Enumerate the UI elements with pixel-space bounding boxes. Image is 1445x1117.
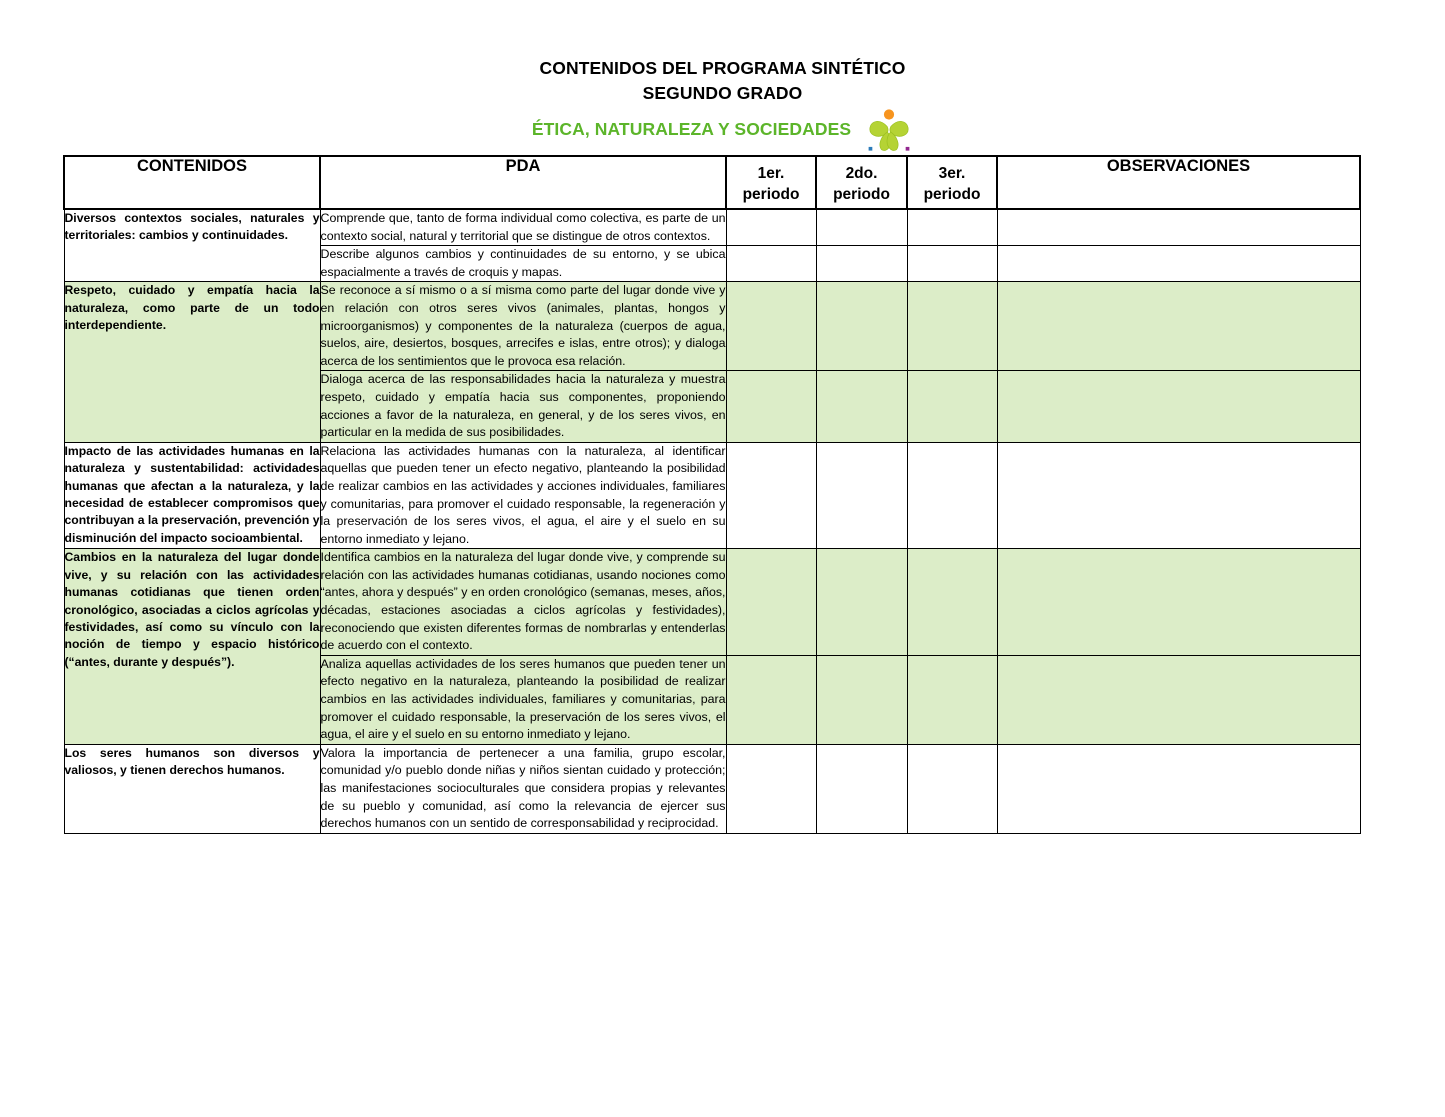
period-2-sublabel: periodo xyxy=(833,186,890,203)
period-2-label: 2do. xyxy=(845,165,878,182)
cell-p2[interactable] xyxy=(816,744,907,833)
cell-p2[interactable] xyxy=(816,371,907,442)
cell-obs[interactable] xyxy=(997,655,1360,744)
cell-obs[interactable] xyxy=(997,744,1360,833)
period-3-sublabel: periodo xyxy=(923,186,981,203)
cell-p1[interactable] xyxy=(726,209,816,246)
cell-obs[interactable] xyxy=(997,442,1360,549)
period-1-sublabel: periodo xyxy=(742,186,800,203)
subject-title: ÉTICA, NATURALEZA Y SOCIEDADES xyxy=(531,118,852,139)
table-header-row xyxy=(64,156,1360,209)
cell-p2[interactable] xyxy=(816,209,907,246)
table-body xyxy=(64,209,1360,833)
cell-p1[interactable] xyxy=(726,744,816,833)
column-header-periodo-2 xyxy=(816,156,907,209)
cell-contenido: Los seres humanos son diversos y valiosos, y tienen derechos humanos. xyxy=(64,744,320,833)
cell-p3[interactable] xyxy=(907,246,997,282)
period-3-label: 3er. xyxy=(938,165,966,182)
cell-p1[interactable] xyxy=(726,655,816,744)
cell-p1[interactable] xyxy=(726,442,816,549)
column-header-pda: PDA xyxy=(320,156,726,209)
cell-contenido: Impacto de las actividades humanas en la naturaleza y sustentabilidad: actividades humanas que afectan a la naturaleza, y la necesidad de establecer compromisos que contribuyan a la preservación, prevención y disminución del impacto socioambiental. xyxy=(64,442,320,549)
subject-row xyxy=(0,106,1445,152)
cell-contenido: Respeto, cuidado y empatía hacia la naturaleza, como parte de un todo interdependiente. xyxy=(64,282,320,442)
cell-pda: Comprende que, tanto de forma individual como colectiva, es parte de un contexto social, natural y territorial que se distingue de otros contextos. xyxy=(320,209,726,246)
cell-p3[interactable] xyxy=(907,371,997,442)
cell-p3[interactable] xyxy=(907,442,997,549)
cell-contenido: Cambios en la naturaleza del lugar donde vive, y su relación con las actividades humanas cotidianas que tienen orden cronológico, asociadas a ciclos agrícolas y festividades, así como su vínculo con la noción de tiempo y espacio histórico (“antes, durante y después”). xyxy=(64,549,320,745)
cell-obs[interactable] xyxy=(997,282,1360,371)
cell-contenido: Diversos contextos sociales, naturales y territoriales: cambios y continuidades. xyxy=(64,209,320,282)
table-row xyxy=(64,209,1360,246)
cell-pda: Relaciona las actividades humanas con la naturaleza, al identificar aquellas que pueden tener un efecto negativo, planteando la posibilidad de realizar cambios en las actividades y acciones individuales, familiares y comunitarias, para promover el cuidado responsable, la regeneración y la preservación de los seres vivos, el agua, el aire y el suelo en su entorno inmediato y lejano. xyxy=(320,442,726,549)
cell-pda: Dialoga acerca de las responsabilidades hacia la naturaleza y muestra respeto, cuidado y empatía hacia sus componentes, proponiendo acciones a favor de la naturaleza, en general, y de los seres vivos, en particular en la medida de sus posibilidades. xyxy=(320,371,726,442)
cell-pda: Identifica cambios en la naturaleza del lugar donde vive, y comprende su relación con las actividades humanas cotidianas, usando nociones como “antes, ahora y después” y en orden cronológico (semanas, meses, años, décadas, estaciones asociadas a ciclos agrícolas y festividades), reconociendo que existen diferentes formas de nombrarlas y entenderlas de acuerdo con el contexto. xyxy=(320,549,726,656)
cell-p2[interactable] xyxy=(816,246,907,282)
contents-table-container xyxy=(63,155,1359,834)
column-header-periodo-3 xyxy=(907,156,997,209)
table-row xyxy=(64,549,1360,656)
cell-obs[interactable] xyxy=(997,246,1360,282)
cell-pda: Analiza aquellas actividades de los seres humanos que pueden tener un efecto negativo en la naturaleza, planteando la posibilidad de realizar cambios en las actividades individuales, familiares y comunitarias, para promover el cuidado responsable, la preservación de los seres vivos, el agua, el aire y el suelo en su entorno inmediato y lejano. xyxy=(320,655,726,744)
cell-p3[interactable] xyxy=(907,282,997,371)
cell-p2[interactable] xyxy=(816,282,907,371)
table-row xyxy=(64,282,1360,371)
table-row xyxy=(64,744,1360,833)
column-header-periodo-1 xyxy=(726,156,816,209)
cell-p3[interactable] xyxy=(907,655,997,744)
cell-p2[interactable] xyxy=(816,442,907,549)
cell-obs[interactable] xyxy=(997,549,1360,656)
cell-p3[interactable] xyxy=(907,744,997,833)
document-header xyxy=(0,0,1445,152)
cell-p3[interactable] xyxy=(907,549,997,656)
cell-p1[interactable] xyxy=(726,246,816,282)
cell-pda: Valora la importancia de pertenecer a una familia, grupo escolar, comunidad y/o pueblo donde niñas y niños sientan cuidado y protección; las manifestaciones socioculturales que considera propias y relevantes de su pueblo y comunidad, así como la relevancia de ejercer sus derechos humanos con un sentido de corresponsabilidad y reciprocidad. xyxy=(320,744,726,833)
plant-person-logo-icon xyxy=(865,108,913,152)
cell-p1[interactable] xyxy=(726,282,816,371)
period-1-label: 1er. xyxy=(757,165,785,182)
cell-pda: Se reconoce a sí mismo o a sí misma como parte del lugar donde vive y en relación con otros seres vivos (animales, plantas, hongos y microorganismos) y componentes de la naturaleza (cuerpos de agua, suelos, aire, desiertos, bosques, arrecifes e islas, entre otros); y dialoga acerca de los sentimientos que le provoca esa relación. xyxy=(320,282,726,371)
document-title-line-1: CONTENIDOS DEL PROGRAMA SINTÉTICO xyxy=(539,58,906,78)
contents-table xyxy=(63,155,1361,834)
table-head xyxy=(64,156,1360,209)
cell-obs[interactable] xyxy=(997,371,1360,442)
cell-pda: Describe algunos cambios y continuidades de su entorno, y se ubica espacialmente a través de croquis y mapas. xyxy=(320,246,726,282)
cell-p2[interactable] xyxy=(816,655,907,744)
column-header-observaciones: OBSERVACIONES xyxy=(997,156,1360,209)
cell-p3[interactable] xyxy=(907,209,997,246)
column-header-contenidos: CONTENIDOS xyxy=(64,156,320,209)
cell-p2[interactable] xyxy=(816,549,907,656)
cell-p1[interactable] xyxy=(726,371,816,442)
cell-obs[interactable] xyxy=(997,209,1360,246)
table-row xyxy=(64,442,1360,549)
document-title-line-2: SEGUNDO GRADO xyxy=(642,83,803,103)
cell-p1[interactable] xyxy=(726,549,816,656)
